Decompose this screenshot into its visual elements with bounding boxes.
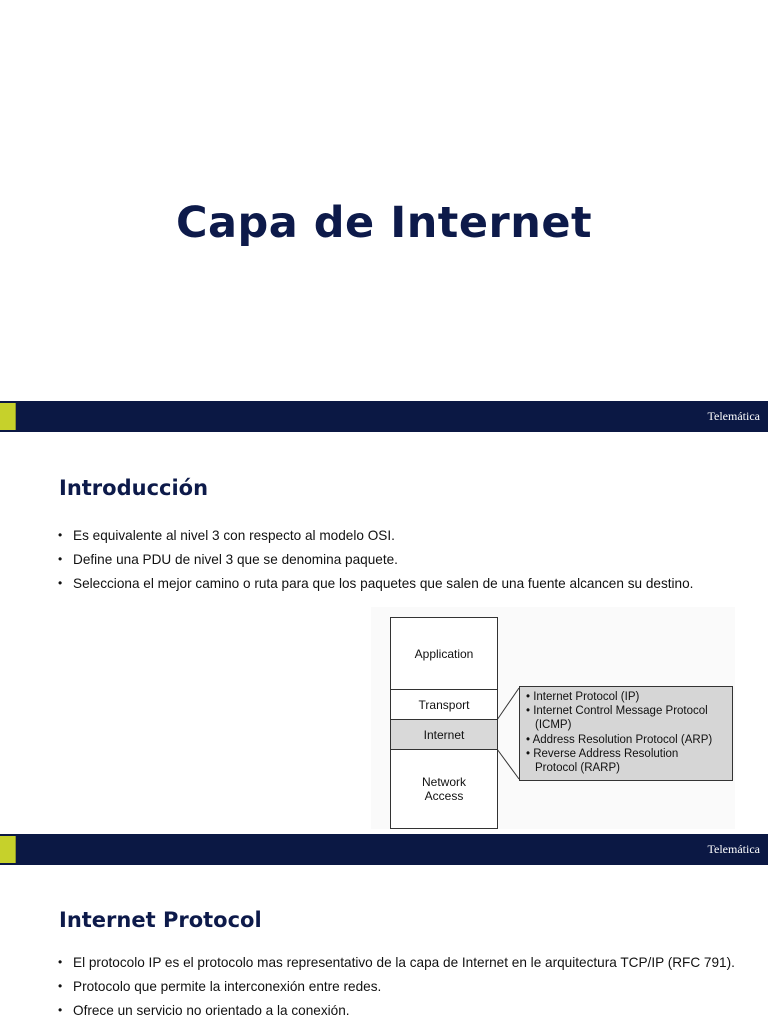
layer-transport: Transport bbox=[391, 690, 497, 720]
callout-line: • Internet Protocol (IP) bbox=[526, 691, 640, 703]
layer-internet: Internet bbox=[391, 720, 497, 750]
footer-accent bbox=[0, 403, 16, 430]
list-item: • Protocolo que permite la interconexión entre redes. bbox=[58, 978, 738, 995]
list-item: • Define una PDU de nivel 3 que se denomina paquete. bbox=[58, 551, 738, 568]
footer-bar bbox=[0, 401, 768, 432]
list-item: • El protocolo IP es el protocolo mas representativo de la capa de Internet en le arquitectura TCP/IP (RFC 791). bbox=[58, 954, 738, 971]
intro-bullet-list bbox=[58, 527, 738, 599]
callout-line: Protocol (RARP) bbox=[535, 762, 620, 775]
layer-application: Application bbox=[391, 618, 497, 690]
callout-line: • Internet Control Message Protocol bbox=[526, 705, 708, 718]
ip-bullet-list bbox=[58, 954, 738, 1026]
list-item: • Selecciona el mejor camino o ruta para que los paquetes que salen de una fuente alcancen su destino. bbox=[58, 575, 738, 592]
footer-label: Telemática bbox=[707, 409, 760, 423]
tcpip-layer-diagram bbox=[371, 607, 735, 829]
slide-title: Capa de Internet bbox=[175, 198, 593, 248]
section-heading-introduccion: Introducción bbox=[59, 476, 209, 500]
section-heading-internet-protocol: Internet Protocol bbox=[59, 908, 262, 932]
list-item: • Es equivalente al nivel 3 con respecto al modelo OSI. bbox=[58, 527, 738, 544]
footer-accent bbox=[0, 836, 16, 863]
layer-network-access-label: Network Access bbox=[421, 775, 466, 803]
callout-line: • Address Resolution Protocol (ARP) bbox=[526, 733, 713, 746]
internet-protocols-callout bbox=[519, 686, 733, 781]
list-item: • Ofrece un servicio no orientado a la conexión. bbox=[58, 1002, 738, 1019]
footer-label: Telemática bbox=[707, 842, 760, 856]
callout-line: (ICMP) bbox=[535, 719, 572, 732]
footer-bar bbox=[0, 834, 768, 865]
callout-line: • Reverse Address Resolution bbox=[526, 747, 679, 760]
